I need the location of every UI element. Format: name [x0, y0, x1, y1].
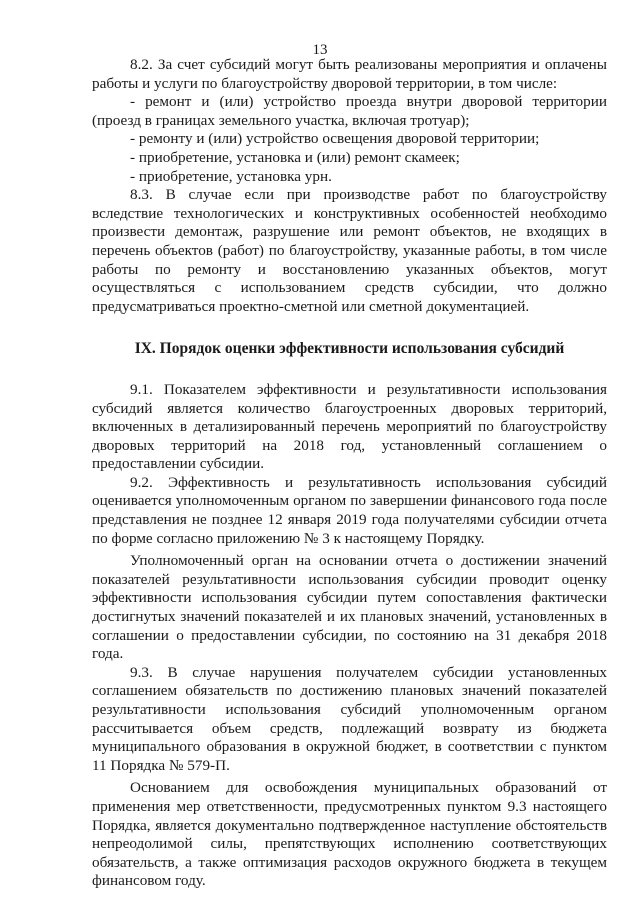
paragraph-9-2: 9.2. Эффективность и результативность использования субсидий оценивается уполномоченным органом по завершении финансового года после представления не позднее 12 января 2019 года получателями субсидии отчета по форме согласно приложению № 3 к настоящему Порядку. [92, 473, 607, 547]
section-heading: IX. Порядок оценки эффективности использования субсидий [134, 340, 565, 358]
paragraph-8-2: 8.2. За счет субсидий могут быть реализованы мероприятия и оплачены работы и услуги по благоустройству дворовой территории, в том числе: [92, 56, 607, 92]
page-number: 13 [312, 42, 328, 58]
list-item: - ремонту и (или) устройство освещения дворовой территории; [130, 130, 540, 148]
list-item: - ремонт и (или) устройство проезда внутри дворовой территории (проезд в границах земельного участка, включая тротуар); [92, 93, 607, 129]
paragraph-9-3: 9.3. В случае нарушения получателем субсидии установленных соглашением обязательств по достижению плановых значений показателей результативности использования субсидий уполномоченным органом рассчитывается объем средств, подлежащий возврату из бюджета муниципального образования в окружной бюджет, в соответствии с пунктом 11 Порядка № 579-П. [92, 663, 607, 774]
paragraph-9-1: 9.1. Показателем эффективности и результативности использования субсидий является количество благоустроенных дворовых территорий, включенных в детализированный перечень мероприятий по благоустройству дворовых территорий на 2018 год, установленный соглашением о предоставлении субсидии. [92, 380, 607, 473]
paragraph-8-3: 8.3. В случае если при производстве работ по благоустройству вследствие технологических и конструктивных особенностей необходимо произвести демонтаж, разрушение или ремонт объектов, не входящих в перечень объектов (работ) по благоустройству, указанные работы, в том числе работы по ремонту и восстановлению указанных объектов, могут осуществляться с использованием средств субсидии, что должно предусматриваться проектно-сметной или сметной документацией. [92, 186, 607, 315]
list-item: - приобретение, установка урн. [130, 167, 332, 185]
list-item: - приобретение, установка и (или) ремонт скамеек; [130, 148, 460, 166]
paragraph-exemption-basis: Основанием для освобождения муниципальных образований от применения мер ответственности, предусмотренных пунктом 9.3 настоящего Порядка, является документально подтвержденное наступление обстоятельств непреодолимой силы, препятствующих исполнению соответствующих обязательств, а также оптимизация расходов окружного бюджета в текущем финансовом году. [92, 779, 607, 890]
document-body [92, 56, 607, 891]
paragraph-report-evaluation: Уполномоченный орган на основании отчета о достижении значений показателей результативности использования субсидии проводит оценку эффективности использования субсидии путем сопоставления фактически достигнутых значений показателей и их плановых значений, установленных в соглашении о предоставлении субсидии, по состоянию на 31 декабря 2018 года. [92, 552, 607, 663]
